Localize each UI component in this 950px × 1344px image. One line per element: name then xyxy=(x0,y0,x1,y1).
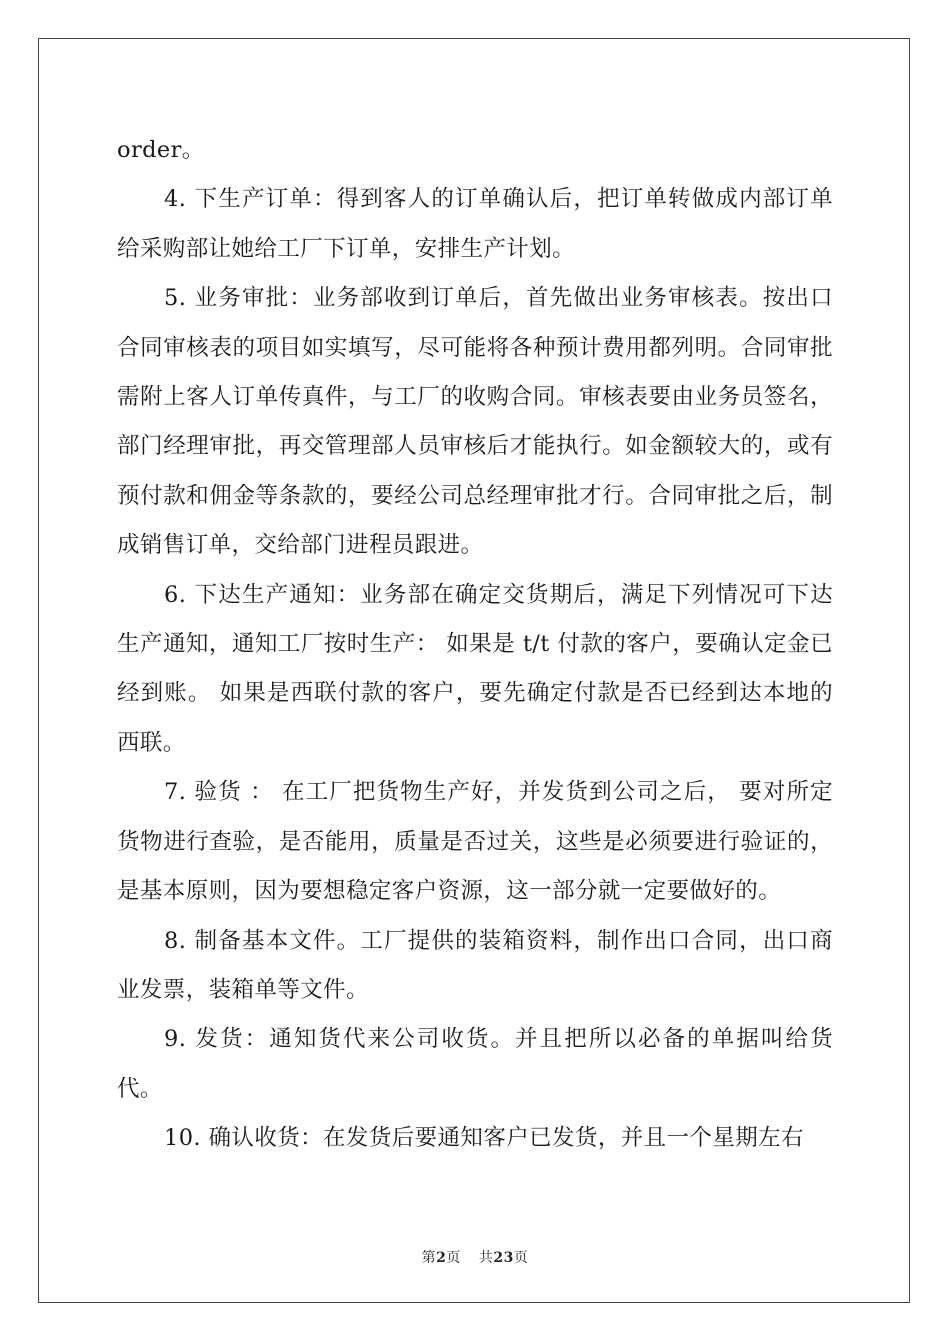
total-prefix: 共 xyxy=(478,1250,494,1266)
page-suffix: 页 xyxy=(446,1250,461,1266)
paragraph-step-6: 6. 下达生产通知：业务部在确定交货期后，满足下列情况可下达生产通知，通知工厂按时生产： 如果是 t/t 付款的客户，要确认定金已经到账。 如果是西联付款的客户，要先确定付款是否已经到达本地的西联。 xyxy=(117,581,833,756)
paragraph-step-8: 8. 制备基本文件。工厂提供的装箱资料，制作出口合同，出口商业发票，装箱单等文件。 xyxy=(117,927,833,1003)
page-number: 2 xyxy=(436,1250,447,1266)
document-body xyxy=(117,126,833,1164)
page-prefix: 第 xyxy=(421,1250,437,1266)
paragraph-continuation: order。 xyxy=(117,137,205,163)
paragraph-step-10: 10. 确认收货：在发货后要通知客户已发货，并且一个星期左右 xyxy=(164,1125,804,1152)
paragraph-step-5: 5. 业务审批：业务部收到订单后，首先做出业务审核表。按出口合同审核表的项目如实填写，尽可能将各种预计费用都列明。合同审批需附上客人订单传真件，与工厂的收购合同。审核表要由业务员签名，部门经理审批，再交管理部人员审核后才能执行。如金额较大的，或有预付款和佣金等条款的，要经公司总经理审批才行。合同审批之后，制成销售订单，交给部门进程员跟进。 xyxy=(117,285,833,559)
paragraph-step-9: 9. 发货：通知货代来公司收货。并且把所以必备的单据叫给货代。 xyxy=(117,1026,833,1102)
paragraph-step-4: 4. 下生产订单：得到客人的订单确认后，把订单转做成内部订单给采购部让她给工厂下订单，安排生产计划。 xyxy=(117,186,833,262)
paragraph-step-7: 7. 验货 ： 在工厂把货物生产好，并发货到公司之后， 要对所定货物进行查验，是否能用，质量是否过关，这些是必须要进行验证的，是基本原则，因为要想稳定客户资源，这一部分就一定要做好的。 xyxy=(117,779,833,905)
total-pages: 23 xyxy=(493,1250,514,1266)
page-footer xyxy=(0,1247,950,1267)
total-suffix: 页 xyxy=(513,1250,529,1266)
